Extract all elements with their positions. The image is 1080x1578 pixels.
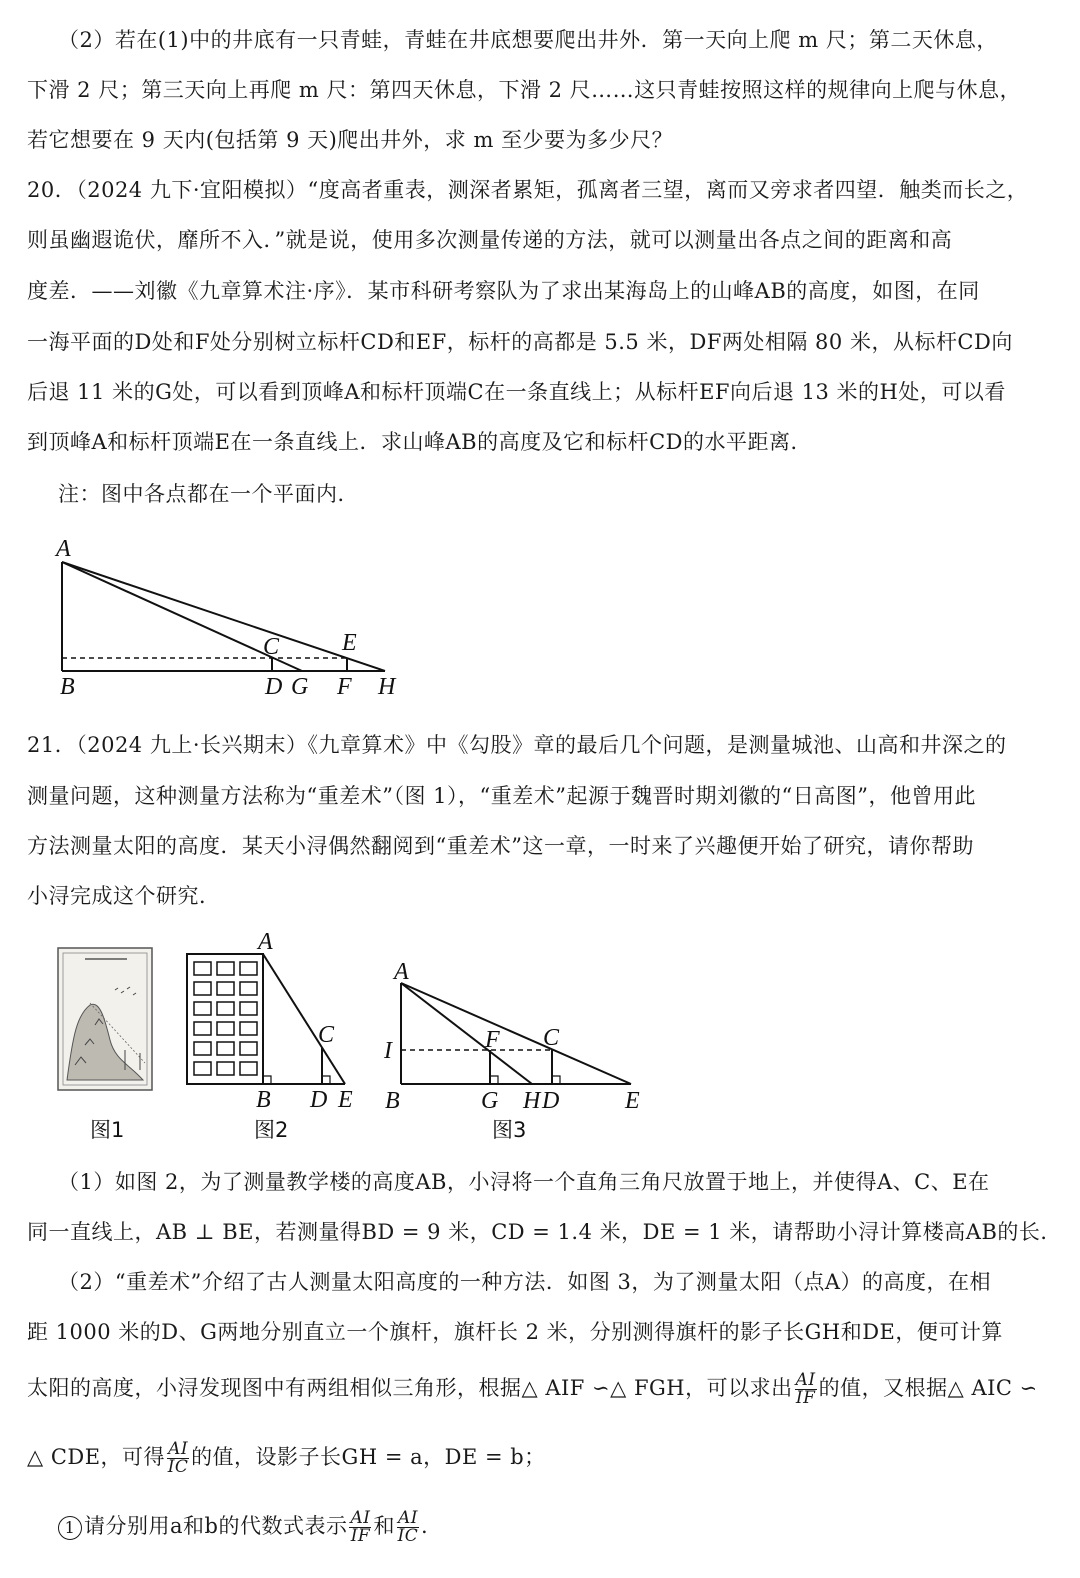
label-b: B (60, 674, 75, 700)
q21-part2-line3 (27, 1372, 1038, 1407)
q21-part1-line1: （1）如图 2，为了测量教学楼的高度AB，小浔将一个直角三角尺放置于地上，并使得A、C、E在 (58, 1170, 990, 1194)
label-h: H (378, 674, 396, 700)
q21-part2-line4-b: 的值，设影子长GH = a，DE = b； (191, 1445, 546, 1469)
right-angle-marks (263, 1076, 330, 1084)
q21-part2-line3-a: 太阳的高度，小浔发现图中有两组相似三角形，根据△ AIF ∽△ FGH，可以求出 (27, 1376, 793, 1400)
line-ae (263, 954, 345, 1084)
label-d: D (265, 674, 283, 700)
q20-note: 注：图中各点都在一个平面内． (58, 482, 359, 506)
building-windows (194, 962, 257, 1075)
q21-sub1-a: 请分别用a和b的代数式表示 (84, 1514, 348, 1538)
fig3-label-d: D (542, 1088, 560, 1114)
building (187, 954, 263, 1084)
fraction-ai-if: $\frac{AI}{IF}$ (795, 1370, 816, 1408)
q19-part2-line3: 若它想要在 9 天内(包括第 9 天)爬出井外，求 m 至少要为多少尺？ (27, 128, 674, 152)
circled-number: 1 (58, 1516, 82, 1540)
q21-fig3 (380, 955, 670, 1120)
fig2-label-d: D (310, 1087, 328, 1113)
fig3-label-h: H (523, 1088, 541, 1114)
label-c: C (263, 634, 280, 660)
q21-line3: 方法测量太阳的高度．某天小浔偶然翻阅到“重差术”这一章，一时来了兴趣便开始了研究，请你帮助 (27, 834, 974, 858)
q21-line2: 测量问题，这种测量方法称为“重差术”（图 1），“重差术”起源于魏晋时期刘徽的“日高图”，他曾用此 (27, 784, 976, 808)
fig3-label-i: I (384, 1038, 392, 1064)
line-ah (401, 983, 532, 1084)
q20-line3: 度差．——刘徽《九章算术注·序》．某市科研考察队为了求出某海岛上的山峰AB的高度，如图，在同 (27, 279, 980, 303)
fig2-label-b: B (256, 1087, 271, 1113)
fig2-caption-wrap (252, 1113, 312, 1143)
q21-part2-line2: 距 1000 米的D、G两地分别直立一个旗杆，旗杆长 2 米，分别测得旗杆的影子长GH和DE，便可计算 (27, 1320, 1003, 1344)
fraction-ai-ic: $\frac{AI}{IC}$ (167, 1439, 189, 1477)
fraction-ai-if-2: $\frac{AI}{IF}$ (350, 1508, 371, 1546)
q21-fig2 (180, 930, 370, 1120)
q21-part2-line1: （2）“重差术”介绍了古人测量太阳高度的一种方法．如图 3，为了测量太阳（点A）的高度，在相 (58, 1270, 992, 1294)
q19-part2-line2: 下滑 2 尺；第三天向上再爬 m 尺：第四天休息，下滑 2 尺……这只青蛙按照这样的规律向上爬与休息， (27, 78, 1022, 102)
line-ah (62, 562, 385, 671)
q20-line5: 后退 11 米的G处，可以看到顶峰A和标杆顶端C在一条直线上；从标杆EF向后退 13 米的H处，可以看 (27, 380, 1006, 404)
fig3-label-e: E (625, 1088, 640, 1114)
fig2-label-c: C (318, 1022, 335, 1048)
fig1-caption: 图1 (90, 1118, 125, 1142)
fraction-ai-ic-2: $\frac{AI}{IC}$ (397, 1508, 419, 1546)
right-angle-marks (490, 1076, 560, 1084)
fig2-label-a: A (258, 929, 273, 955)
q21-line4: 小浔完成这个研究． (27, 884, 221, 908)
fig2-caption: 图2 (254, 1118, 289, 1142)
q19-part2-line1: （2）若在(1)中的井底有一只青蛙，青蛙在井底想要爬出井外．第一天向上爬 m 尺；第二天休息， (58, 28, 998, 52)
fig3-label-a: A (394, 959, 409, 985)
q21-sub1 (58, 1510, 428, 1545)
fig2-label-e: E (338, 1087, 353, 1113)
q21-part2-line4 (27, 1441, 546, 1476)
label-f: F (337, 674, 352, 700)
fig3-label-g: G (481, 1088, 499, 1114)
fig3-label-b: B (385, 1088, 400, 1114)
line-ae (401, 983, 631, 1084)
q20-line1: 20．（2024 九下·宜阳模拟）“度高者重表，测深者累矩，孤离者三望，离而又旁求者四望．触类而长之， (27, 178, 1029, 202)
q20-figure (40, 530, 420, 705)
q20-line4: 一海平面的D处和F处分别树立标杆CD和EF，标杆的高都是 5.5 米，DF两处相隔 80 米，从标杆CD向 (27, 330, 1013, 354)
fig3-caption: 图3 (492, 1118, 527, 1142)
q21-sub1-c: . (420, 1514, 429, 1538)
q21-line1: 21．（2024 九上·长兴期末）《九章算术》中《勾股》章的最后几个问题，是测量城池、山高和井深之的 (27, 733, 1007, 757)
q21-part2-line3-b: 的值，又根据△ AIC ∽ (818, 1376, 1038, 1400)
label-a: A (56, 536, 71, 562)
label-g: G (291, 674, 309, 700)
fig3-label-c: C (543, 1025, 560, 1051)
q20-line2: 则虽幽遐诡伏，靡所不入．”就是说，使用多次测量传递的方法，就可以测量出各点之间的距离和高 (27, 228, 953, 252)
fig1-caption-wrap (88, 1113, 148, 1143)
q21-part2-line4-a: △ CDE，可得 (27, 1445, 166, 1469)
q21-part1-line2: 同一直线上，AB ⊥ BE，若测量得BD = 9 米，CD = 1.4 米，DE = 1 米，请帮助小浔计算楼高AB的长． (27, 1220, 1062, 1244)
q20-line6: 到顶峰A和标杆顶端E在一条直线上．求山峰AB的高度及它和标杆CD的水平距离． (27, 430, 812, 454)
fig3-caption-wrap (490, 1113, 550, 1143)
label-e: E (342, 630, 357, 656)
q21-fig1 (55, 945, 155, 1095)
fig3-label-f: F (485, 1027, 500, 1053)
q21-sub1-b: 和 (373, 1514, 395, 1538)
